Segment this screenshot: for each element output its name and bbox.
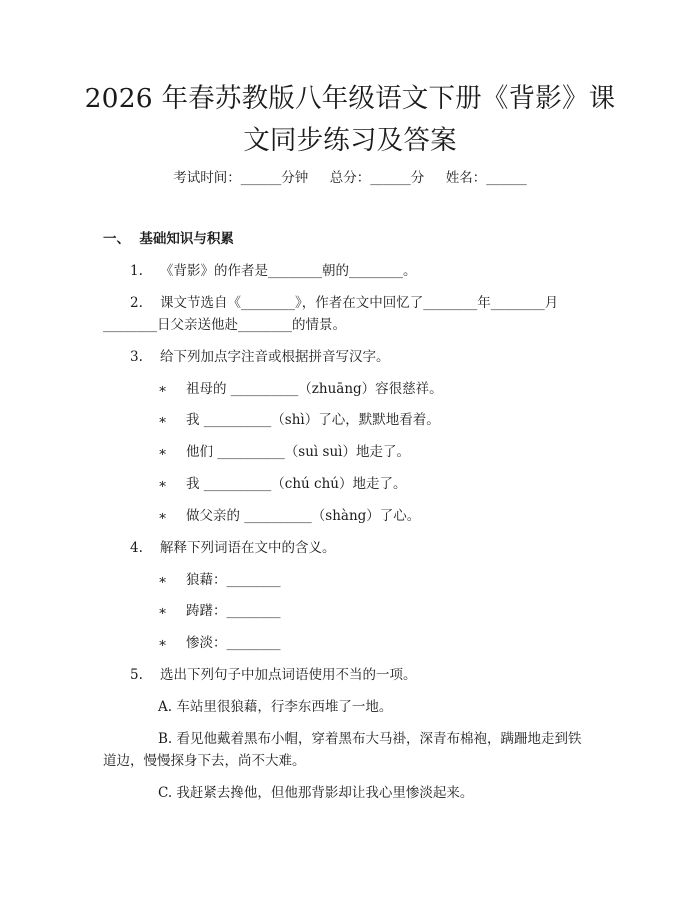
section-heading: 一、 基础知识与积累	[103, 231, 234, 247]
option-c: C. 我赶紧去搀他，但他那背影却让我心里惨淡起来。	[158, 785, 474, 801]
question-text-continued: ________日父亲送他赴________的情景。	[103, 317, 346, 333]
list-item: 惨淡：________	[186, 635, 281, 651]
bullet-icon: ∗	[158, 476, 168, 492]
question-number: 2.	[130, 295, 143, 311]
list-item: 他们 __________（suì suì）地走了。	[186, 444, 410, 460]
option-b-continued: 道边，慢慢探身下去，尚不大难。	[103, 753, 306, 769]
list-item: 我 __________（shì）了心，默默地看着。	[186, 412, 440, 428]
exam-info: 考试时间：______分钟 总分：______分 姓名：______	[173, 170, 527, 186]
bullet-icon: ∗	[158, 412, 168, 428]
question-text: 给下列加点字注音或根据拼音写汉字。	[160, 349, 390, 365]
bullet-icon: ∗	[158, 635, 168, 651]
list-item: 踌躇：________	[186, 603, 281, 619]
question-text: 课文节选自《________》，作者在文中回忆了________年________月	[160, 295, 559, 311]
title-line-2: 文同步练习及答案	[243, 125, 457, 156]
question-number: 1.	[130, 263, 143, 279]
document-title	[60, 78, 640, 162]
question-text: 解释下列词语在文中的含义。	[160, 540, 336, 556]
list-item: 我 __________（chú chú）地走了。	[186, 476, 407, 492]
bullet-icon: ∗	[158, 381, 168, 397]
list-item: 做父亲的 __________（shàng）了心。	[186, 508, 421, 524]
list-item: 祖母的 __________（zhuāng）容很慈祥。	[186, 381, 443, 397]
bullet-icon: ∗	[158, 603, 168, 619]
question-text: 选出下列句子中加点词语使用不当的一项。	[160, 667, 417, 683]
list-item: 狼藉：________	[186, 572, 281, 588]
option-a: A. 车站里很狼藉，行李东西堆了一地。	[158, 699, 393, 715]
bullet-icon: ∗	[158, 572, 168, 588]
option-b: B. 看见他戴着黑布小帽，穿着黑布大马褂，深青布棉袍，蹒跚地走到铁	[158, 731, 582, 747]
bullet-icon: ∗	[158, 444, 168, 460]
title-line-1: 2026 年春苏教版八年级语文下册《背影》课	[84, 83, 616, 114]
question-number: 4.	[130, 540, 143, 556]
question-number: 5.	[130, 667, 143, 683]
question-number: 3.	[130, 349, 143, 365]
question-text: 《背影》的作者是________朝的________。	[160, 263, 417, 279]
bullet-icon: ∗	[158, 508, 168, 524]
